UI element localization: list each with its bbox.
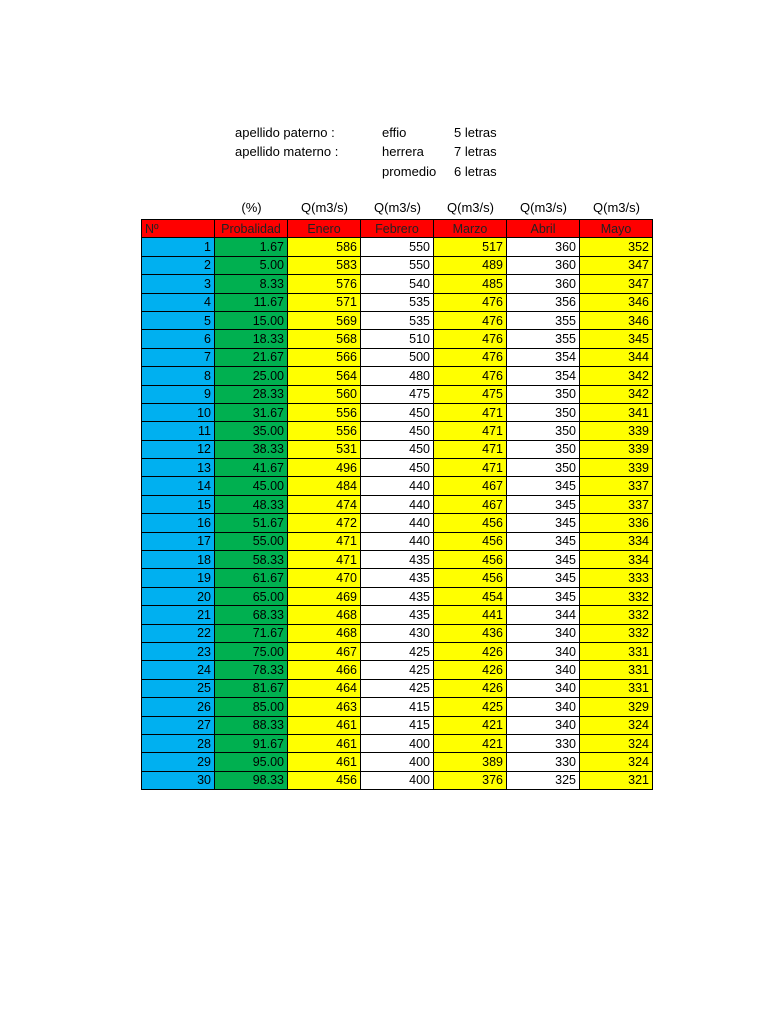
cell-mayo[interactable]: 342 <box>580 385 653 403</box>
cell-mayo[interactable]: 324 <box>580 716 653 734</box>
cell-febrero[interactable]: 425 <box>361 661 434 679</box>
table-row <box>142 624 653 642</box>
cell-abril[interactable]: 350 <box>507 385 580 403</box>
cell-enero[interactable]: 583 <box>288 256 361 274</box>
table-row <box>142 275 653 293</box>
unit-mayo: Q(m3/s) <box>593 200 640 215</box>
cell-probabilidad[interactable]: 98.33 <box>215 771 288 789</box>
cell-numero[interactable]: 19 <box>142 569 215 587</box>
cell-probabilidad[interactable]: 35.00 <box>215 422 288 440</box>
cell-febrero[interactable]: 450 <box>361 422 434 440</box>
cell-probabilidad[interactable]: 5.00 <box>215 256 288 274</box>
cell-enero[interactable]: 472 <box>288 514 361 532</box>
cell-enero[interactable]: 496 <box>288 459 361 477</box>
cell-febrero[interactable]: 535 <box>361 311 434 329</box>
cell-mayo[interactable]: 324 <box>580 734 653 752</box>
cell-marzo[interactable]: 426 <box>434 661 507 679</box>
cell-probabilidad[interactable]: 68.33 <box>215 606 288 624</box>
cell-enero[interactable]: 464 <box>288 679 361 697</box>
cell-numero[interactable]: 4 <box>142 293 215 311</box>
cell-enero[interactable]: 468 <box>288 606 361 624</box>
table-row <box>142 459 653 477</box>
cell-enero[interactable]: 456 <box>288 771 361 789</box>
cell-mayo[interactable]: 332 <box>580 606 653 624</box>
cell-probabilidad[interactable]: 95.00 <box>215 753 288 771</box>
table-row <box>142 587 653 605</box>
cell-febrero[interactable]: 415 <box>361 698 434 716</box>
cell-febrero[interactable]: 440 <box>361 477 434 495</box>
cell-probabilidad[interactable]: 21.67 <box>215 348 288 366</box>
header-row <box>142 220 653 238</box>
cell-mayo[interactable]: 346 <box>580 311 653 329</box>
cell-mayo[interactable]: 342 <box>580 367 653 385</box>
cell-marzo[interactable]: 471 <box>434 440 507 458</box>
cell-marzo[interactable]: 421 <box>434 716 507 734</box>
cell-febrero[interactable]: 440 <box>361 514 434 532</box>
cell-numero[interactable]: 16 <box>142 514 215 532</box>
cell-enero[interactable]: 564 <box>288 367 361 385</box>
cell-numero[interactable]: 27 <box>142 716 215 734</box>
cell-marzo[interactable]: 389 <box>434 753 507 771</box>
cell-marzo[interactable]: 454 <box>434 587 507 605</box>
cell-numero[interactable]: 12 <box>142 440 215 458</box>
cell-abril[interactable]: 350 <box>507 459 580 477</box>
cell-probabilidad[interactable]: 25.00 <box>215 367 288 385</box>
cell-numero[interactable]: 29 <box>142 753 215 771</box>
cell-febrero[interactable]: 425 <box>361 642 434 660</box>
cell-abril[interactable]: 340 <box>507 642 580 660</box>
cell-marzo[interactable]: 441 <box>434 606 507 624</box>
cell-febrero[interactable]: 440 <box>361 532 434 550</box>
label-apellido-paterno: apellido paterno : <box>235 125 335 140</box>
cell-marzo[interactable]: 467 <box>434 495 507 513</box>
cell-enero[interactable]: 467 <box>288 642 361 660</box>
cell-numero[interactable]: 25 <box>142 679 215 697</box>
cell-enero[interactable]: 484 <box>288 477 361 495</box>
cell-probabilidad[interactable]: 51.67 <box>215 514 288 532</box>
cell-mayo[interactable]: 339 <box>580 459 653 477</box>
cell-abril[interactable]: 325 <box>507 771 580 789</box>
cell-probabilidad[interactable]: 1.67 <box>215 238 288 256</box>
cell-marzo[interactable]: 456 <box>434 532 507 550</box>
cell-abril[interactable]: 350 <box>507 422 580 440</box>
label-apellido-materno: apellido materno : <box>235 144 339 159</box>
table-row <box>142 477 653 495</box>
table-row <box>142 532 653 550</box>
cell-numero[interactable]: 23 <box>142 642 215 660</box>
header-febrero[interactable]: Febrero <box>361 220 434 238</box>
unit-marzo: Q(m3/s) <box>447 200 494 215</box>
cell-mayo[interactable]: 339 <box>580 440 653 458</box>
cell-probabilidad[interactable]: 61.67 <box>215 569 288 587</box>
cell-febrero[interactable]: 400 <box>361 753 434 771</box>
cell-marzo[interactable]: 467 <box>434 477 507 495</box>
cell-marzo[interactable]: 426 <box>434 679 507 697</box>
cell-febrero[interactable]: 415 <box>361 716 434 734</box>
cell-marzo[interactable]: 476 <box>434 348 507 366</box>
cell-abril[interactable]: 340 <box>507 661 580 679</box>
cell-abril[interactable]: 354 <box>507 367 580 385</box>
unit-abril: Q(m3/s) <box>520 200 567 215</box>
cell-abril[interactable]: 340 <box>507 679 580 697</box>
cell-numero[interactable]: 30 <box>142 771 215 789</box>
cell-mayo[interactable]: 346 <box>580 293 653 311</box>
table-row <box>142 753 653 771</box>
cell-mayo[interactable]: 331 <box>580 679 653 697</box>
cell-marzo[interactable]: 456 <box>434 551 507 569</box>
unit-enero: Q(m3/s) <box>301 200 348 215</box>
table-row <box>142 771 653 789</box>
cell-probabilidad[interactable]: 75.00 <box>215 642 288 660</box>
cell-probabilidad[interactable]: 28.33 <box>215 385 288 403</box>
cell-febrero[interactable]: 450 <box>361 403 434 421</box>
cell-probabilidad[interactable]: 85.00 <box>215 698 288 716</box>
cell-febrero[interactable]: 425 <box>361 679 434 697</box>
cell-febrero[interactable]: 440 <box>361 495 434 513</box>
cell-mayo[interactable]: 344 <box>580 348 653 366</box>
table-row <box>142 256 653 274</box>
table-row <box>142 330 653 348</box>
value-apellido-paterno: effio <box>382 125 407 140</box>
cell-probabilidad[interactable]: 91.67 <box>215 734 288 752</box>
cell-mayo[interactable]: 341 <box>580 403 653 421</box>
cell-enero[interactable]: 566 <box>288 348 361 366</box>
cell-numero[interactable]: 14 <box>142 477 215 495</box>
cell-enero[interactable]: 470 <box>288 569 361 587</box>
cell-febrero[interactable]: 535 <box>361 293 434 311</box>
table-row <box>142 348 653 366</box>
header-probabilidad[interactable]: Probalidad <box>215 220 288 238</box>
cell-enero[interactable]: 569 <box>288 311 361 329</box>
cell-febrero[interactable]: 540 <box>361 275 434 293</box>
cell-mayo[interactable]: 332 <box>580 587 653 605</box>
cell-febrero[interactable]: 550 <box>361 238 434 256</box>
cell-marzo[interactable]: 476 <box>434 367 507 385</box>
cell-numero[interactable]: 6 <box>142 330 215 348</box>
cell-marzo[interactable]: 475 <box>434 385 507 403</box>
cell-probabilidad[interactable]: 48.33 <box>215 495 288 513</box>
cell-numero[interactable]: 11 <box>142 422 215 440</box>
cell-abril[interactable]: 340 <box>507 698 580 716</box>
cell-probabilidad[interactable]: 18.33 <box>215 330 288 348</box>
cell-marzo[interactable]: 471 <box>434 403 507 421</box>
cell-abril[interactable]: 354 <box>507 348 580 366</box>
cell-abril[interactable]: 330 <box>507 734 580 752</box>
caudales-table <box>141 219 653 790</box>
cell-numero[interactable]: 24 <box>142 661 215 679</box>
cell-enero[interactable]: 466 <box>288 661 361 679</box>
cell-marzo[interactable]: 426 <box>434 642 507 660</box>
cell-mayo[interactable]: 334 <box>580 532 653 550</box>
cell-mayo[interactable]: 336 <box>580 514 653 532</box>
cell-abril[interactable]: 345 <box>507 514 580 532</box>
table-row <box>142 238 653 256</box>
cell-marzo[interactable]: 476 <box>434 311 507 329</box>
cell-probabilidad[interactable]: 15.00 <box>215 311 288 329</box>
cell-febrero[interactable]: 435 <box>361 606 434 624</box>
cell-abril[interactable]: 350 <box>507 403 580 421</box>
cell-numero[interactable]: 10 <box>142 403 215 421</box>
cell-numero[interactable]: 21 <box>142 606 215 624</box>
header-abril[interactable]: Abril <box>507 220 580 238</box>
cell-probabilidad[interactable]: 55.00 <box>215 532 288 550</box>
cell-febrero[interactable]: 480 <box>361 367 434 385</box>
cell-febrero[interactable]: 475 <box>361 385 434 403</box>
cell-enero[interactable]: 461 <box>288 716 361 734</box>
cell-mayo[interactable]: 334 <box>580 551 653 569</box>
table-row <box>142 403 653 421</box>
unit-probabilidad: (%) <box>241 200 262 215</box>
cell-numero[interactable]: 7 <box>142 348 215 366</box>
cell-mayo[interactable]: 329 <box>580 698 653 716</box>
cell-enero[interactable]: 463 <box>288 698 361 716</box>
letters-promedio: 6 letras <box>454 164 497 179</box>
cell-febrero[interactable]: 435 <box>361 587 434 605</box>
cell-mayo[interactable]: 324 <box>580 753 653 771</box>
table-row <box>142 569 653 587</box>
cell-febrero[interactable]: 430 <box>361 624 434 642</box>
cell-febrero[interactable]: 450 <box>361 440 434 458</box>
cell-mayo[interactable]: 331 <box>580 642 653 660</box>
cell-mayo[interactable]: 345 <box>580 330 653 348</box>
cell-mayo[interactable]: 331 <box>580 661 653 679</box>
table-row <box>142 440 653 458</box>
table-row <box>142 642 653 660</box>
cell-probabilidad[interactable]: 45.00 <box>215 477 288 495</box>
cell-marzo[interactable]: 476 <box>434 293 507 311</box>
cell-abril[interactable]: 340 <box>507 624 580 642</box>
cell-abril[interactable]: 360 <box>507 238 580 256</box>
cell-enero[interactable]: 576 <box>288 275 361 293</box>
cell-enero[interactable]: 461 <box>288 734 361 752</box>
cell-mayo[interactable]: 337 <box>580 477 653 495</box>
cell-enero[interactable]: 568 <box>288 330 361 348</box>
cell-probabilidad[interactable]: 88.33 <box>215 716 288 734</box>
cell-mayo[interactable]: 339 <box>580 422 653 440</box>
cell-febrero[interactable]: 435 <box>361 569 434 587</box>
cell-mayo[interactable]: 337 <box>580 495 653 513</box>
cell-mayo[interactable]: 321 <box>580 771 653 789</box>
cell-probabilidad[interactable]: 58.33 <box>215 551 288 569</box>
cell-mayo[interactable]: 332 <box>580 624 653 642</box>
cell-abril[interactable]: 345 <box>507 551 580 569</box>
letters-apellido-materno: 7 letras <box>454 144 497 159</box>
cell-abril[interactable]: 345 <box>507 477 580 495</box>
cell-abril[interactable]: 345 <box>507 532 580 550</box>
table-row <box>142 495 653 513</box>
cell-marzo[interactable]: 517 <box>434 238 507 256</box>
cell-enero[interactable]: 469 <box>288 587 361 605</box>
cell-numero[interactable]: 13 <box>142 459 215 477</box>
cell-enero[interactable]: 471 <box>288 551 361 569</box>
cell-abril[interactable]: 355 <box>507 330 580 348</box>
cell-enero[interactable]: 461 <box>288 753 361 771</box>
cell-probabilidad[interactable]: 71.67 <box>215 624 288 642</box>
cell-enero[interactable]: 471 <box>288 532 361 550</box>
cell-febrero[interactable]: 400 <box>361 771 434 789</box>
table-row <box>142 661 653 679</box>
cell-numero[interactable]: 8 <box>142 367 215 385</box>
cell-marzo[interactable]: 471 <box>434 422 507 440</box>
cell-abril[interactable]: 330 <box>507 753 580 771</box>
cell-marzo[interactable]: 456 <box>434 514 507 532</box>
letters-apellido-paterno: 5 letras <box>454 125 497 140</box>
units-row <box>142 200 653 215</box>
cell-numero[interactable]: 20 <box>142 587 215 605</box>
cell-mayo[interactable]: 352 <box>580 238 653 256</box>
cell-marzo[interactable]: 421 <box>434 734 507 752</box>
cell-enero[interactable]: 560 <box>288 385 361 403</box>
cell-marzo[interactable]: 425 <box>434 698 507 716</box>
cell-enero[interactable]: 586 <box>288 238 361 256</box>
cell-numero[interactable]: 3 <box>142 275 215 293</box>
cell-numero[interactable]: 18 <box>142 551 215 569</box>
cell-mayo[interactable]: 347 <box>580 256 653 274</box>
cell-probabilidad[interactable]: 41.67 <box>215 459 288 477</box>
table-row <box>142 551 653 569</box>
unit-numero <box>142 200 215 215</box>
header-numero[interactable]: Nº <box>142 220 215 238</box>
cell-febrero[interactable]: 550 <box>361 256 434 274</box>
cell-numero[interactable]: 1 <box>142 238 215 256</box>
cell-probabilidad[interactable]: 11.67 <box>215 293 288 311</box>
cell-abril[interactable]: 345 <box>507 587 580 605</box>
header-marzo[interactable]: Marzo <box>434 220 507 238</box>
cell-marzo[interactable]: 471 <box>434 459 507 477</box>
cell-mayo[interactable]: 333 <box>580 569 653 587</box>
table-row <box>142 367 653 385</box>
cell-abril[interactable]: 360 <box>507 256 580 274</box>
cell-abril[interactable]: 345 <box>507 569 580 587</box>
table-row <box>142 293 653 311</box>
cell-abril[interactable]: 344 <box>507 606 580 624</box>
cell-abril[interactable]: 356 <box>507 293 580 311</box>
cell-numero[interactable]: 5 <box>142 311 215 329</box>
cell-abril[interactable]: 340 <box>507 716 580 734</box>
cell-numero[interactable]: 28 <box>142 734 215 752</box>
cell-probabilidad[interactable]: 65.00 <box>215 587 288 605</box>
value-apellido-materno: herrera <box>382 144 424 159</box>
cell-enero[interactable]: 556 <box>288 422 361 440</box>
cell-febrero[interactable]: 500 <box>361 348 434 366</box>
header-mayo[interactable]: Mayo <box>580 220 653 238</box>
table-row <box>142 385 653 403</box>
cell-enero[interactable]: 531 <box>288 440 361 458</box>
cell-abril[interactable]: 350 <box>507 440 580 458</box>
cell-probabilidad[interactable]: 81.67 <box>215 679 288 697</box>
cell-mayo[interactable]: 347 <box>580 275 653 293</box>
cell-marzo[interactable]: 376 <box>434 771 507 789</box>
cell-numero[interactable]: 22 <box>142 624 215 642</box>
table-row <box>142 734 653 752</box>
cell-febrero[interactable]: 400 <box>361 734 434 752</box>
header-enero[interactable]: Enero <box>288 220 361 238</box>
cell-marzo[interactable]: 485 <box>434 275 507 293</box>
cell-abril[interactable]: 345 <box>507 495 580 513</box>
table-row <box>142 698 653 716</box>
table-row <box>142 606 653 624</box>
cell-enero[interactable]: 556 <box>288 403 361 421</box>
cell-numero[interactable]: 2 <box>142 256 215 274</box>
cell-enero[interactable]: 474 <box>288 495 361 513</box>
table-row <box>142 679 653 697</box>
cell-probabilidad[interactable]: 38.33 <box>215 440 288 458</box>
cell-probabilidad[interactable]: 31.67 <box>215 403 288 421</box>
cell-febrero[interactable]: 450 <box>361 459 434 477</box>
cell-febrero[interactable]: 510 <box>361 330 434 348</box>
cell-enero[interactable]: 571 <box>288 293 361 311</box>
unit-febrero: Q(m3/s) <box>374 200 421 215</box>
cell-numero[interactable]: 26 <box>142 698 215 716</box>
table-row <box>142 514 653 532</box>
cell-enero[interactable]: 468 <box>288 624 361 642</box>
cell-numero[interactable]: 15 <box>142 495 215 513</box>
cell-numero[interactable]: 17 <box>142 532 215 550</box>
cell-marzo[interactable]: 476 <box>434 330 507 348</box>
table-row <box>142 422 653 440</box>
cell-probabilidad[interactable]: 8.33 <box>215 275 288 293</box>
label-promedio: promedio <box>382 164 437 179</box>
cell-febrero[interactable]: 435 <box>361 551 434 569</box>
table-row <box>142 311 653 329</box>
cell-abril[interactable]: 360 <box>507 275 580 293</box>
cell-probabilidad[interactable]: 78.33 <box>215 661 288 679</box>
cell-abril[interactable]: 355 <box>507 311 580 329</box>
cell-marzo[interactable]: 436 <box>434 624 507 642</box>
table-body <box>142 238 653 790</box>
cell-marzo[interactable]: 456 <box>434 569 507 587</box>
cell-marzo[interactable]: 489 <box>434 256 507 274</box>
cell-numero[interactable]: 9 <box>142 385 215 403</box>
table-row <box>142 716 653 734</box>
